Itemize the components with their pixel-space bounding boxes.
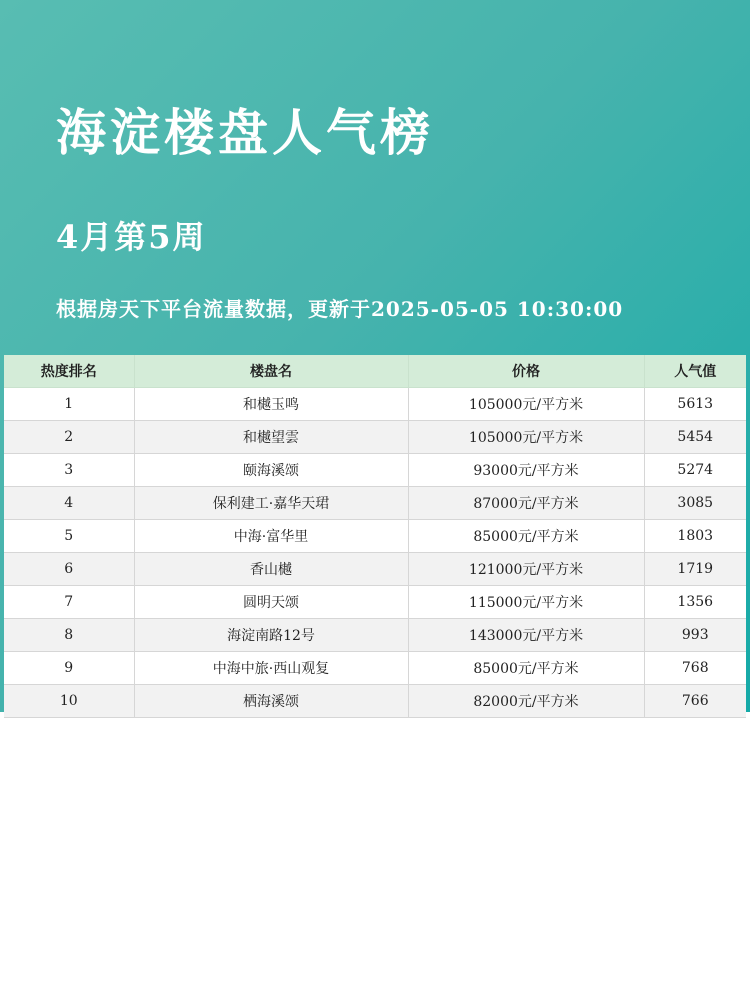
rank-cell: 4 (4, 487, 134, 520)
rank-cell: 8 (4, 619, 134, 652)
column-header-name: 楼盘名 (134, 355, 408, 388)
price-cell: 105000元/平方米 (408, 421, 644, 454)
price-cell: 115000元/平方米 (408, 586, 644, 619)
price-cell: 82000元/平方米 (408, 685, 644, 718)
table-row (4, 454, 746, 487)
name-cell: 保利建工·嘉华天珺 (134, 487, 408, 520)
name-cell: 香山樾 (134, 553, 408, 586)
page-title: 海淀楼盘人气榜 (56, 103, 434, 162)
popularity-cell: 1719 (644, 553, 746, 586)
name-cell: 圆明天颂 (134, 586, 408, 619)
price-cell: 121000元/平方米 (408, 553, 644, 586)
table-row (4, 652, 746, 685)
name-cell: 颐海溪颂 (134, 454, 408, 487)
rank-cell: 2 (4, 421, 134, 454)
rank-cell: 7 (4, 586, 134, 619)
table-row (4, 685, 746, 718)
popularity-cell: 5613 (644, 388, 746, 421)
name-cell: 和樾望雲 (134, 421, 408, 454)
rank-cell: 10 (4, 685, 134, 718)
table-row (4, 520, 746, 553)
ranking-table-container (4, 355, 746, 718)
ranking-table (4, 355, 746, 718)
name-cell: 中海中旅·西山观复 (134, 652, 408, 685)
popularity-cell: 766 (644, 685, 746, 718)
update-info: 根据房天下平台流量数据，更新于2025-05-05 10:30:00 (56, 297, 624, 321)
price-cell: 105000元/平方米 (408, 388, 644, 421)
table-row (4, 553, 746, 586)
name-cell: 栖海溪颂 (134, 685, 408, 718)
price-cell: 143000元/平方米 (408, 619, 644, 652)
name-cell: 海淀南路12号 (134, 619, 408, 652)
rank-cell: 5 (4, 520, 134, 553)
popularity-cell: 5454 (644, 421, 746, 454)
popularity-cell: 1356 (644, 586, 746, 619)
rank-cell: 3 (4, 454, 134, 487)
name-cell: 和樾玉鸣 (134, 388, 408, 421)
price-cell: 93000元/平方米 (408, 454, 644, 487)
column-header-popularity: 人气值 (644, 355, 746, 388)
popularity-cell: 3085 (644, 487, 746, 520)
rank-cell: 9 (4, 652, 134, 685)
table-row (4, 388, 746, 421)
name-cell: 中海·富华里 (134, 520, 408, 553)
table-row (4, 619, 746, 652)
column-header-rank: 热度排名 (4, 355, 134, 388)
column-header-price: 价格 (408, 355, 644, 388)
table-header-row (4, 355, 746, 388)
rank-cell: 6 (4, 553, 134, 586)
popularity-cell: 993 (644, 619, 746, 652)
table-row (4, 487, 746, 520)
popularity-cell: 5274 (644, 454, 746, 487)
price-cell: 85000元/平方米 (408, 652, 644, 685)
table-row (4, 421, 746, 454)
table-row (4, 586, 746, 619)
price-cell: 87000元/平方米 (408, 487, 644, 520)
page-subtitle: 4月第5周 (56, 218, 207, 256)
rank-cell: 1 (4, 388, 134, 421)
popularity-cell: 1803 (644, 520, 746, 553)
popularity-cell: 768 (644, 652, 746, 685)
price-cell: 85000元/平方米 (408, 520, 644, 553)
